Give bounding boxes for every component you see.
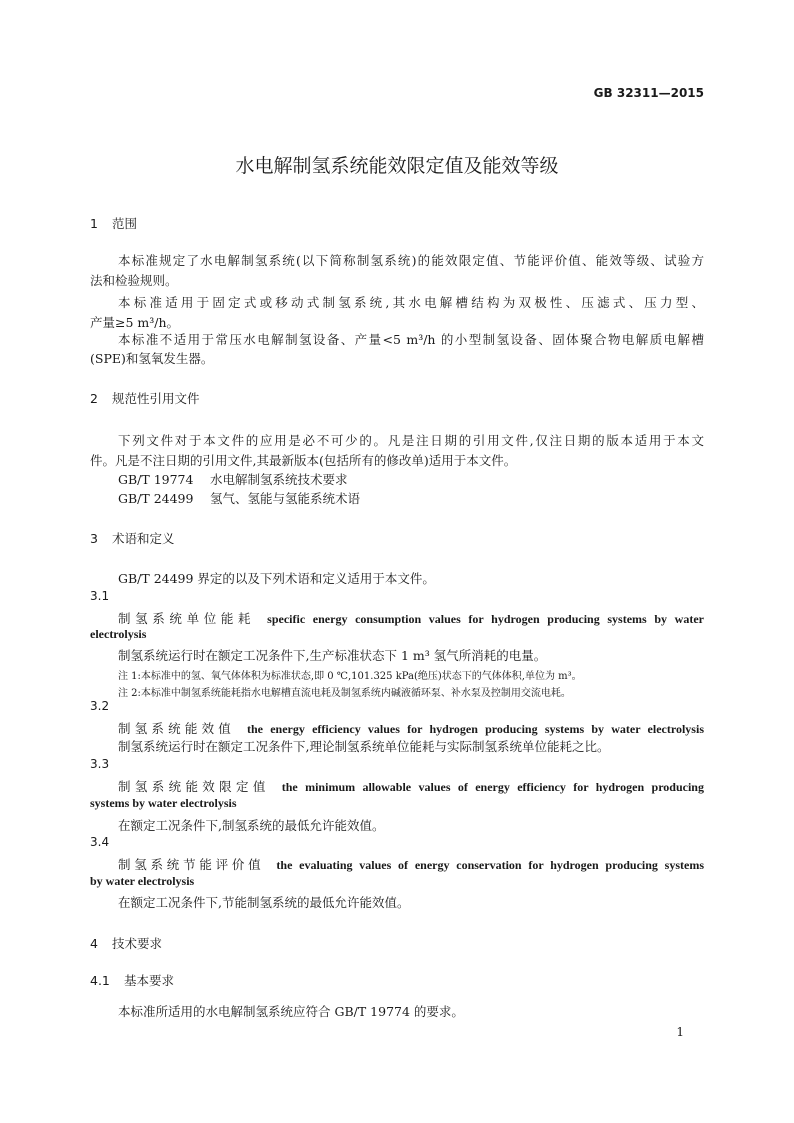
section-heading-technical-requirements: [90, 934, 162, 952]
term-definition: 制氢系统运行时在额定工况条件下,理论制氢系统单位能耗与实际制氢系统单位能耗之比。: [118, 739, 610, 754]
paragraph-line: 本标准规定了水电解制氢系统(以下简称制氢系统)的能效限定值、节能评价值、能效等级、试验方: [118, 253, 704, 268]
section-number: 1: [90, 216, 98, 231]
term-heading: 制氢系统能效值 the energy efficiency values for hydrogen producing systems by water electrolysis: [118, 721, 704, 736]
paragraph-line: 件。凡是不注日期的引用文件,其最新版本(包括所有的修改单)适用于本文件。: [90, 453, 517, 468]
section-title: 术语和定义: [112, 531, 175, 546]
section-number: 2: [90, 391, 98, 406]
reference-item: GB/T 24499 氢气、氢能与氢能系统术语: [118, 491, 361, 506]
reference-item: GB/T 19774 水电解制氢系统技术要求: [118, 472, 348, 487]
term-heading-cont: by water electrolysis: [90, 874, 195, 888]
term-definition: 在额定工况条件下,节能制氢系统的最低允许能效值。: [118, 895, 410, 910]
term-heading: 制氢系统节能评价值 the evaluating values of energy conservation for hydrogen producing systems: [118, 857, 704, 872]
term-heading-cont: electrolysis: [90, 627, 147, 641]
note: 注 1:本标准中的氢、氧气体体积为标准状态,即 0 ℃,101.325 kPa(绝压)状态下的气体体积,单位为 m³。: [118, 671, 582, 682]
term-number: 3.1: [90, 589, 110, 603]
section-title: 范围: [112, 216, 138, 231]
term-number: 3.4: [90, 835, 110, 849]
standard-number: GB 32311—2015: [593, 86, 704, 100]
term-heading: 制氢系统单位能耗 specific energy consumption values for hydrogen producing systems by water: [118, 611, 704, 626]
section-title: 技术要求: [112, 936, 163, 951]
note: 注 2:本标准中制氢系统能耗指水电解槽直流电耗及制氢系统内碱液循环泵、补水泵及控制用交流电耗。: [118, 688, 571, 699]
term-definition: 制氢系统运行时在额定工况条件下,生产标准状态下 1 m³ 氢气所消耗的电量。: [118, 648, 547, 663]
section-title: 规范性引用文件: [112, 391, 200, 406]
paragraph-line: 本标准不适用于常压水电解制氢设备、产量<5 m³/h 的小型制氢设备、固体聚合物电解质电解槽: [118, 332, 704, 347]
paragraph-line: (SPE)和氢氧发生器。: [90, 351, 214, 366]
subsection-heading-basic-requirements: [90, 971, 174, 989]
document-title: 水电解制氢系统能效限定值及能效等级: [235, 155, 559, 177]
paragraph-line: 产量≥5 m³/h。: [90, 315, 180, 330]
subsection-number: 4.1: [90, 973, 110, 988]
section-heading-normative-references: [90, 389, 200, 407]
section-number: 3: [90, 531, 98, 546]
page-number: 1: [676, 1025, 684, 1039]
term-number: 3.2: [90, 699, 110, 713]
term-heading: 制氢系统能效限定值 the minimum allowable values of energy efficiency for hydrogen producing: [118, 779, 704, 794]
section-heading-scope: [90, 214, 137, 232]
term-number: 3.3: [90, 757, 110, 771]
paragraph-line: 法和检验规则。: [90, 273, 178, 288]
section-heading-terms: [90, 529, 175, 547]
term-definition: 在额定工况条件下,制氢系统的最低允许能效值。: [118, 818, 385, 833]
subsection-title: 基本要求: [124, 973, 175, 988]
term-heading-cont: systems by water electrolysis: [90, 796, 237, 810]
paragraph-line: 本标准适用于固定式或移动式制氢系统,其水电解槽结构为双极性、压滤式、压力型、: [118, 295, 704, 310]
section-number: 4: [90, 936, 98, 951]
paragraph-line: 本标准所适用的水电解制氢系统应符合 GB/T 19774 的要求。: [118, 1004, 464, 1019]
paragraph-line: 下列文件对于本文件的应用是必不可少的。凡是注日期的引用文件,仅注日期的版本适用于本文: [118, 433, 704, 448]
paragraph-line: GB/T 24499 界定的以及下列术语和定义适用于本文件。: [118, 571, 435, 586]
